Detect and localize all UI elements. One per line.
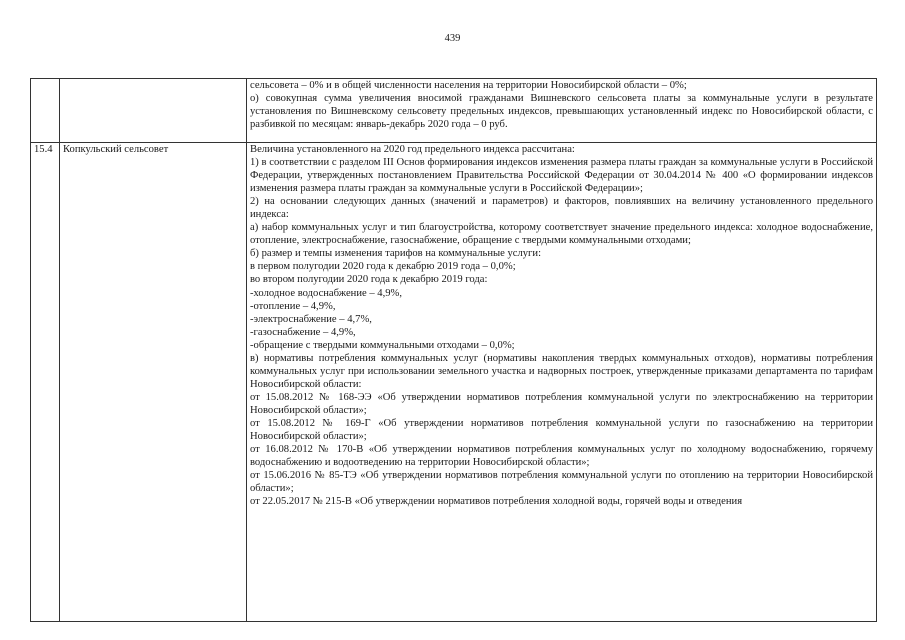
page-number: 439 — [444, 33, 461, 44]
list-item: -газоснабжение – 4,9%, — [250, 326, 356, 338]
row-content-cell — [247, 79, 877, 143]
row-number-cell — [31, 79, 60, 143]
paragraph: 1) в соответствии с разделом III Основ формирования индексов изменения размера платы граждан за коммунальные услуги в Российской Федерации, утвержденных постановлением Правительства Российской Федерации от 30.04.2014 № 400 «О формировании индексов изменения размера платы граждан за коммунальные услуги в Российской Федерации»; — [250, 157, 873, 195]
paragraph: в) нормативы потребления коммунальных услуг (нормативы накопления твердых коммунальных отходов), нормативы потребления коммунальных услуг при использовании земельного участка и надворных построек, утвержденные приказами департамента по тарифам Новосибирской области: — [250, 352, 873, 390]
paragraph: от 15.06.2016 № 85-ТЭ «Об утверждении нормативов потребления коммунальной услуги по отоплению на территории Новосибирской области»; — [250, 470, 873, 495]
row-number-cell: 15.4 — [31, 143, 60, 622]
paragraph: от 22.05.2017 № 215-В «Об утверждении нормативов потребления холодной воды, горячей воды и отведения — [250, 496, 743, 508]
paragraph: б) размер и темпы изменения тарифов на коммунальные услуги: — [250, 248, 542, 260]
paragraph: от 15.08.2012 № 168-ЭЭ «Об утверждении нормативов потребления коммунальной услуги по электроснабжению на территории Новосибирской области»; — [250, 391, 873, 416]
paragraph: от 15.08.2012 № 169-Г «Об утверждении нормативов потребления коммунальной услуги по газоснабжению на территории Новосибирской области»; — [250, 417, 873, 443]
paragraph: 2) на основании следующих данных (значений и параметров) и факторов, повлиявших на величину установленного предельного индекса: — [250, 196, 873, 221]
paragraph: сельсовета – 0% и в общей численности населения на территории Новосибирской области – 0%; — [250, 80, 687, 91]
paragraph: от 16.08.2012 № 170-В «Об утверждении нормативов потребления коммунальных услуг по холодному водоснабжению, горячему водоснабжению и водоотведению на территории Новосибирской области»; — [250, 444, 873, 469]
paragraph: в первом полугодии 2020 года к декабрю 2019 года – 0,0%; — [250, 261, 516, 273]
paragraph: а) набор коммунальных услуг и тип благоустройства, которому соответствует значение предельного индекса: холодное водоснабжение, отопление, электроснабжение, газоснабжение, обращение с твердыми коммунальными отходами; — [250, 222, 873, 247]
list-item: -электроснабжение – 4,7%, — [250, 313, 372, 325]
list-item: -отопление – 4,9%, — [250, 300, 336, 312]
row-name-cell: Копкульский сельсовет — [60, 143, 247, 622]
list-item: -холодное водоснабжение – 4,9%, — [250, 287, 402, 299]
table-row — [31, 143, 877, 622]
table-row — [31, 79, 877, 143]
list-item: -обращение с твердыми коммунальными отходами – 0,0%; — [250, 339, 515, 351]
row-content-cell — [247, 143, 877, 622]
paragraph: Величина установленного на 2020 год предельного индекса рассчитана: — [250, 144, 575, 155]
paragraph: о) совокупная сумма увеличения вносимой гражданами Вишневского сельсовета платы за коммунальные услуги в результате установления по Вишневскому сельсовету предельных индексов, превышающих установленный индекс по Новосибирской области, с разбивкой по месяцам: январь-декабрь 2020 года – 0 руб. — [250, 93, 873, 131]
row-name-cell — [60, 79, 247, 143]
paragraph: во втором полугодии 2020 года к декабрю 2019 года: — [250, 274, 488, 286]
document-table — [30, 78, 877, 622]
